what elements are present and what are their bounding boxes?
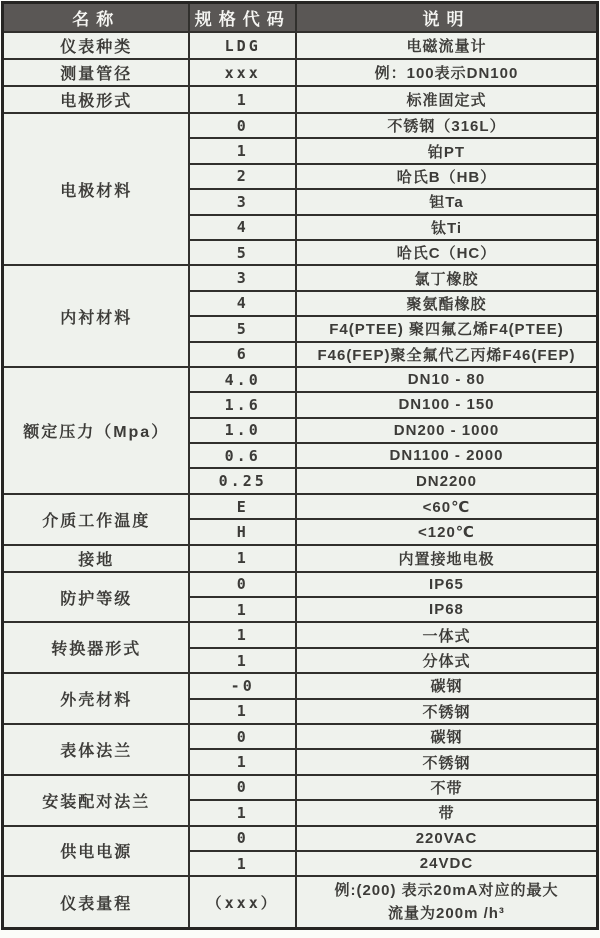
spec-code-cell: 1.0: [189, 418, 296, 443]
spec-desc-cell: DN2200: [296, 468, 598, 493]
table-row: [3, 826, 598, 851]
spec-table-body: [3, 32, 598, 928]
spec-desc-cell: 铂PT: [296, 138, 598, 163]
table-row: [3, 86, 598, 113]
spec-desc-cell: 聚氨酯橡胶: [296, 291, 598, 316]
table-row: [3, 673, 598, 698]
spec-desc-cell: [296, 876, 598, 928]
spec-code-cell: xxx: [189, 59, 296, 86]
table-row: [3, 59, 598, 86]
spec-code-cell: 0.6: [189, 443, 296, 468]
spec-desc-cell: 不带: [296, 775, 598, 800]
table-row: [3, 724, 598, 749]
spec-desc-cell: 带: [296, 800, 598, 825]
spec-desc-line: 流量为200m /h³: [388, 905, 505, 923]
spec-code-cell: LDG: [189, 32, 296, 59]
spec-desc-cell: DN100 - 150: [296, 392, 598, 417]
spec-name-cell: 介质工作温度: [3, 494, 190, 545]
spec-code-cell: 2: [189, 164, 296, 189]
flowmeter-spec-table: [1, 1, 599, 930]
table-row: [3, 32, 598, 59]
spec-desc-cell: DN200 - 1000: [296, 418, 598, 443]
spec-code-cell: -0: [189, 673, 296, 698]
spec-code-cell: 1: [189, 851, 296, 876]
table-row: [3, 367, 598, 392]
spec-name-cell: 电极形式: [3, 86, 190, 113]
spec-code-cell: 1: [189, 800, 296, 825]
spec-desc-cell: F46(FEP)聚全氟代乙丙烯F46(FEP): [296, 342, 598, 367]
table-row: [3, 876, 598, 928]
spec-name-cell: 供电电源: [3, 826, 190, 877]
spec-code-cell: 3: [189, 189, 296, 214]
spec-code-cell: 1: [189, 648, 296, 673]
header-desc-cell: 说明: [296, 3, 598, 33]
spec-code-cell: 1: [189, 597, 296, 622]
spec-code-cell: 1: [189, 86, 296, 113]
spec-desc-cell: 不锈钢: [296, 699, 598, 724]
spec-name-cell: 安装配对法兰: [3, 775, 190, 826]
spec-code-cell: 4.0: [189, 367, 296, 392]
spec-code-cell: 1: [189, 699, 296, 724]
spec-desc-cell: IP68: [296, 597, 598, 622]
spec-code-cell: 1: [189, 138, 296, 163]
spec-desc-cell: 220VAC: [296, 826, 598, 851]
spec-code-cell: 3: [189, 265, 296, 290]
spec-desc-cell: 氯丁橡胶: [296, 265, 598, 290]
table-row: [3, 775, 598, 800]
spec-code-cell: 1: [189, 545, 296, 572]
spec-code-cell: （xxx）: [189, 876, 296, 928]
table-row: [3, 265, 598, 290]
header-code-cell: 规格代码: [189, 3, 296, 33]
spec-desc-cell: 钛Ti: [296, 215, 598, 240]
table-row: [3, 572, 598, 597]
spec-desc-cell: 内置接地电极: [296, 545, 598, 572]
spec-name-cell: 防护等级: [3, 572, 190, 623]
spec-desc-cell: 分体式: [296, 648, 598, 673]
table-row: [3, 622, 598, 647]
spec-desc-cell: IP65: [296, 572, 598, 597]
table-row: [3, 113, 598, 138]
spec-code-cell: 6: [189, 342, 296, 367]
spec-code-cell: 0: [189, 572, 296, 597]
spec-code-cell: 0: [189, 113, 296, 138]
spec-name-cell: 额定压力（Mpa）: [3, 367, 190, 494]
spec-name-cell: 电极材料: [3, 113, 190, 265]
table-row: [3, 545, 598, 572]
spec-code-cell: 0: [189, 724, 296, 749]
spec-code-cell: 4: [189, 291, 296, 316]
spec-desc-cell: <60℃: [296, 494, 598, 519]
spec-desc-cell: 电磁流量计: [296, 32, 598, 59]
spec-code-cell: 1: [189, 622, 296, 647]
spec-desc-cell: F4(PTEE) 聚四氟乙烯F4(PTEE): [296, 316, 598, 341]
table-row: [3, 494, 598, 519]
spec-desc-cell: 哈氏B（HB）: [296, 164, 598, 189]
spec-name-cell: 内衬材料: [3, 265, 190, 367]
spec-code-cell: 0: [189, 826, 296, 851]
header-name-cell: 名称: [3, 3, 190, 33]
spec-code-cell: 4: [189, 215, 296, 240]
spec-desc-cell: 例：100表示DN100: [296, 59, 598, 86]
spec-name-cell: 仪表种类: [3, 32, 190, 59]
spec-desc-cell: 不锈钢（316L）: [296, 113, 598, 138]
spec-code-cell: E: [189, 494, 296, 519]
spec-desc-cell: 碳钢: [296, 724, 598, 749]
spec-code-cell: 5: [189, 316, 296, 341]
spec-code-cell: 0: [189, 775, 296, 800]
spec-code-cell: 5: [189, 240, 296, 265]
spec-desc-cell: 不锈钢: [296, 749, 598, 774]
spec-desc-cell: 标准固定式: [296, 86, 598, 113]
spec-desc-cell: DN1100 - 2000: [296, 443, 598, 468]
spec-name-cell: 接地: [3, 545, 190, 572]
spec-code-cell: 0.25: [189, 468, 296, 493]
spec-code-cell: 1: [189, 749, 296, 774]
spec-code-cell: H: [189, 519, 296, 544]
spec-desc-cell: <120℃: [296, 519, 598, 544]
spec-desc-cell: 哈氏C（HC）: [296, 240, 598, 265]
spec-desc-cell: 钽Ta: [296, 189, 598, 214]
spec-name-cell: 转换器形式: [3, 622, 190, 673]
spec-desc-line: 例:(200) 表示20mA对应的最大: [334, 881, 559, 899]
header-row: [3, 3, 598, 33]
spec-name-cell: 表体法兰: [3, 724, 190, 775]
spec-desc-cell: 24VDC: [296, 851, 598, 876]
spec-desc-cell: DN10 - 80: [296, 367, 598, 392]
spec-name-cell: 外壳材料: [3, 673, 190, 724]
spec-desc-cell: 一体式: [296, 622, 598, 647]
spec-name-cell: 仪表量程: [3, 876, 190, 928]
spec-desc-cell: 碳钢: [296, 673, 598, 698]
spec-name-cell: 测量管径: [3, 59, 190, 86]
spec-code-cell: 1.6: [189, 392, 296, 417]
